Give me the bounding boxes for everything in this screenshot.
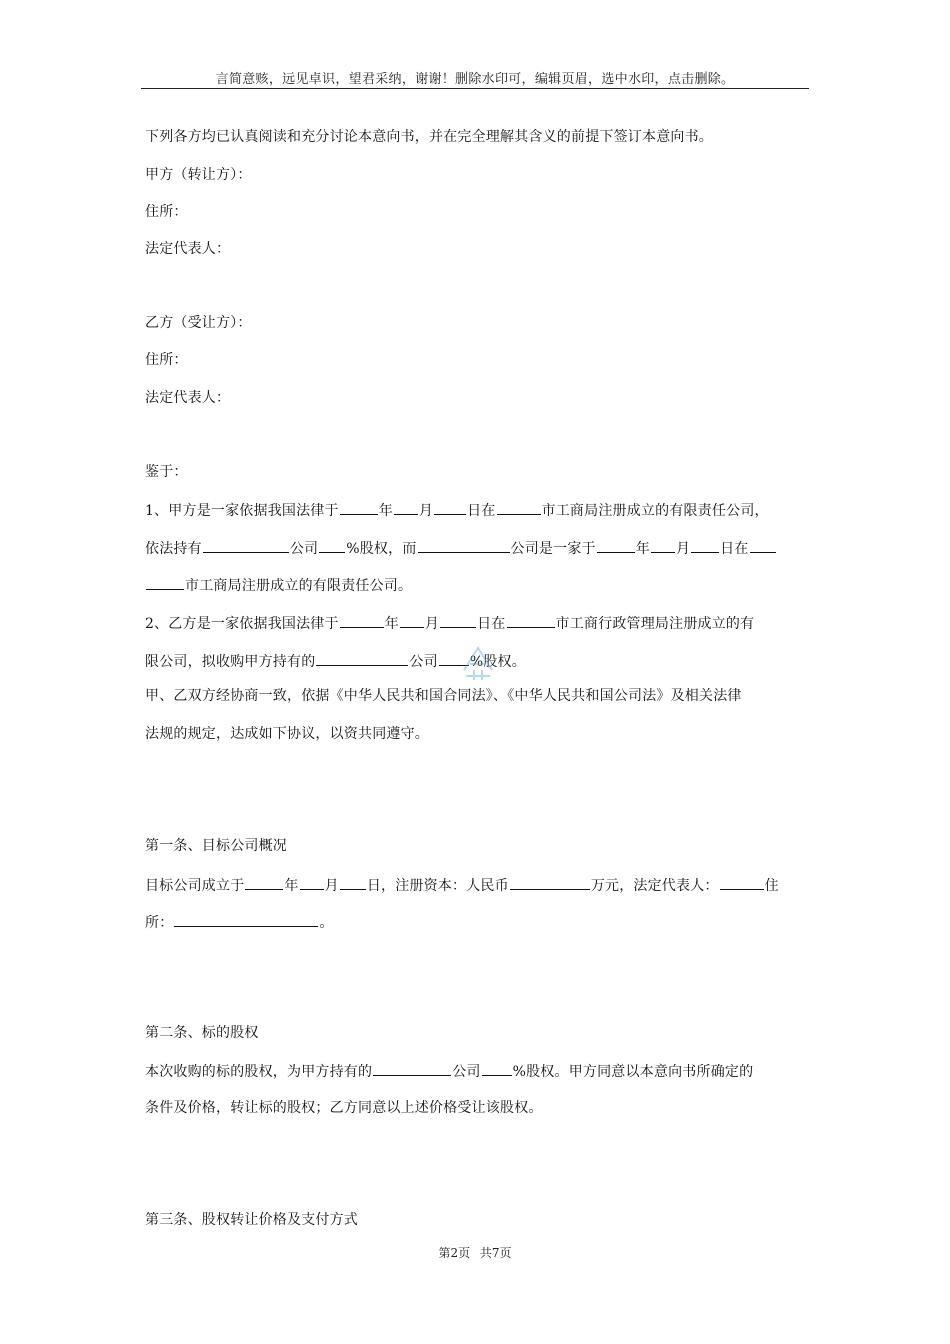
company-is-text: 公司是一家于 — [510, 541, 596, 557]
party-b-title: 乙方（受让方）： — [145, 315, 252, 331]
rep-text: 万元，法定代表人： — [590, 878, 719, 894]
year-label: 年 — [378, 503, 393, 519]
month-label: 月 — [424, 616, 440, 632]
month-label: 月 — [675, 541, 691, 557]
article2-line2: 条件及价格，转让标的股权；乙方同意以上述价格受让该股权。 — [145, 1100, 543, 1116]
clause1-text: 1、甲方是一家依据我国法律于 — [145, 503, 339, 519]
blank-field[interactable] — [245, 874, 283, 890]
registered-text: 市工商局注册成立的有限责任公司， — [541, 503, 769, 519]
pct-text: %股权。甲方同意以本意向书所确定的 — [512, 1064, 754, 1080]
header-divider — [141, 88, 809, 89]
party-a-title: 甲方（转让方）： — [145, 167, 252, 183]
article2-line1 — [145, 1060, 753, 1082]
company-label: 公司 — [409, 654, 438, 670]
clause2-text: 2、乙方是一家依据我国法律于 — [145, 616, 339, 632]
zhu-text: 住 — [764, 878, 779, 894]
pct-text: %股权，而 — [346, 541, 417, 557]
page-number: 第2页 — [438, 1246, 471, 1260]
blank-field[interactable] — [340, 874, 366, 890]
blank-field[interactable] — [497, 499, 541, 515]
party-a-rep: 法定代表人： — [145, 241, 231, 257]
article1-title: 第一条、目标公司概况 — [145, 838, 287, 854]
party-a-address: 住所： — [145, 204, 188, 220]
clause1-line2 — [145, 537, 777, 559]
blank-field[interactable] — [510, 874, 590, 890]
capital-text: 日，注册资本：人民币 — [366, 878, 509, 894]
blank-field[interactable] — [316, 650, 408, 666]
watermark-logo[interactable] — [456, 640, 500, 684]
blank-field[interactable] — [597, 537, 635, 553]
blank-field[interactable] — [146, 574, 184, 590]
year-label: 年 — [284, 878, 299, 894]
clause2-line1 — [145, 612, 754, 634]
party-b-address: 住所： — [145, 352, 188, 368]
month-label: 月 — [418, 503, 434, 519]
clause1-line3 — [145, 574, 412, 596]
blank-field[interactable] — [174, 911, 318, 927]
blank-field[interactable] — [340, 499, 378, 515]
acquire-text: 限公司，拟收购甲方持有的 — [145, 654, 316, 670]
blank-field[interactable] — [203, 537, 289, 553]
year-label: 年 — [635, 541, 650, 557]
suo-text: 所： — [145, 915, 174, 931]
agreement-line1: 甲、乙双方经协商一致，依据《中华人民共和国合同法》、《中华人民共和国公司法》及相关法律 — [145, 688, 742, 704]
intro-paragraph: 下列各方均已认真阅读和充分讨论本意向书，并在完全理解其含义的前提下签订本意向书。 — [145, 129, 713, 145]
blank-field[interactable] — [340, 612, 384, 628]
registered-text: 市工商行政管理局注册成立的有 — [555, 616, 755, 632]
blank-field[interactable] — [482, 1060, 512, 1076]
blank-field[interactable] — [394, 499, 418, 515]
registered-text: 市工商局注册成立的有限责任公司。 — [185, 578, 413, 594]
blank-field[interactable] — [440, 612, 476, 628]
blank-field[interactable] — [691, 537, 719, 553]
party-b-rep: 法定代表人： — [145, 390, 231, 406]
pct-text: %股权。 — [469, 654, 526, 670]
article2-text: 本次收购的标的股权，为甲方持有的 — [145, 1064, 373, 1080]
day-label: 日在 — [720, 541, 749, 557]
blank-field[interactable] — [507, 612, 555, 628]
whereas-heading: 鉴于： — [145, 464, 188, 480]
blank-field[interactable] — [434, 499, 466, 515]
agreement-line2: 法规的规定，达成如下协议，以资共同遵守。 — [145, 726, 429, 742]
company-label: 公司 — [289, 541, 319, 557]
page-header: 言简意赅，远见卓识，望君采纳，谢谢！删除水印可，编辑页眉，选中水印，点击删除。 — [215, 72, 735, 87]
article1-line2 — [145, 911, 334, 933]
blank-field[interactable] — [319, 537, 345, 553]
blank-field[interactable] — [750, 537, 776, 553]
blank-field[interactable] — [400, 612, 424, 628]
blank-field[interactable] — [651, 537, 675, 553]
article2-title: 第二条、标的股权 — [145, 1025, 259, 1041]
month-label: 月 — [324, 878, 339, 894]
page-footer — [0, 1244, 950, 1261]
blank-field[interactable] — [373, 1060, 451, 1076]
company-label: 公司 — [452, 1064, 481, 1080]
blank-field[interactable] — [418, 537, 510, 553]
day-label: 日在 — [467, 503, 496, 519]
day-label: 日在 — [477, 616, 506, 632]
period-text: 。 — [319, 915, 334, 931]
clause1-line1 — [145, 499, 769, 521]
blank-field[interactable] — [720, 874, 764, 890]
article1-text: 目标公司成立于 — [145, 878, 245, 894]
watermark-icon — [456, 640, 500, 684]
article3-title: 第三条、股权转让价格及支付方式 — [145, 1212, 358, 1228]
page-total: 共7页 — [479, 1246, 512, 1260]
hold-text: 依法持有 — [145, 541, 202, 557]
article1-line1 — [145, 874, 779, 896]
year-label: 年 — [384, 616, 399, 632]
blank-field[interactable] — [300, 874, 324, 890]
